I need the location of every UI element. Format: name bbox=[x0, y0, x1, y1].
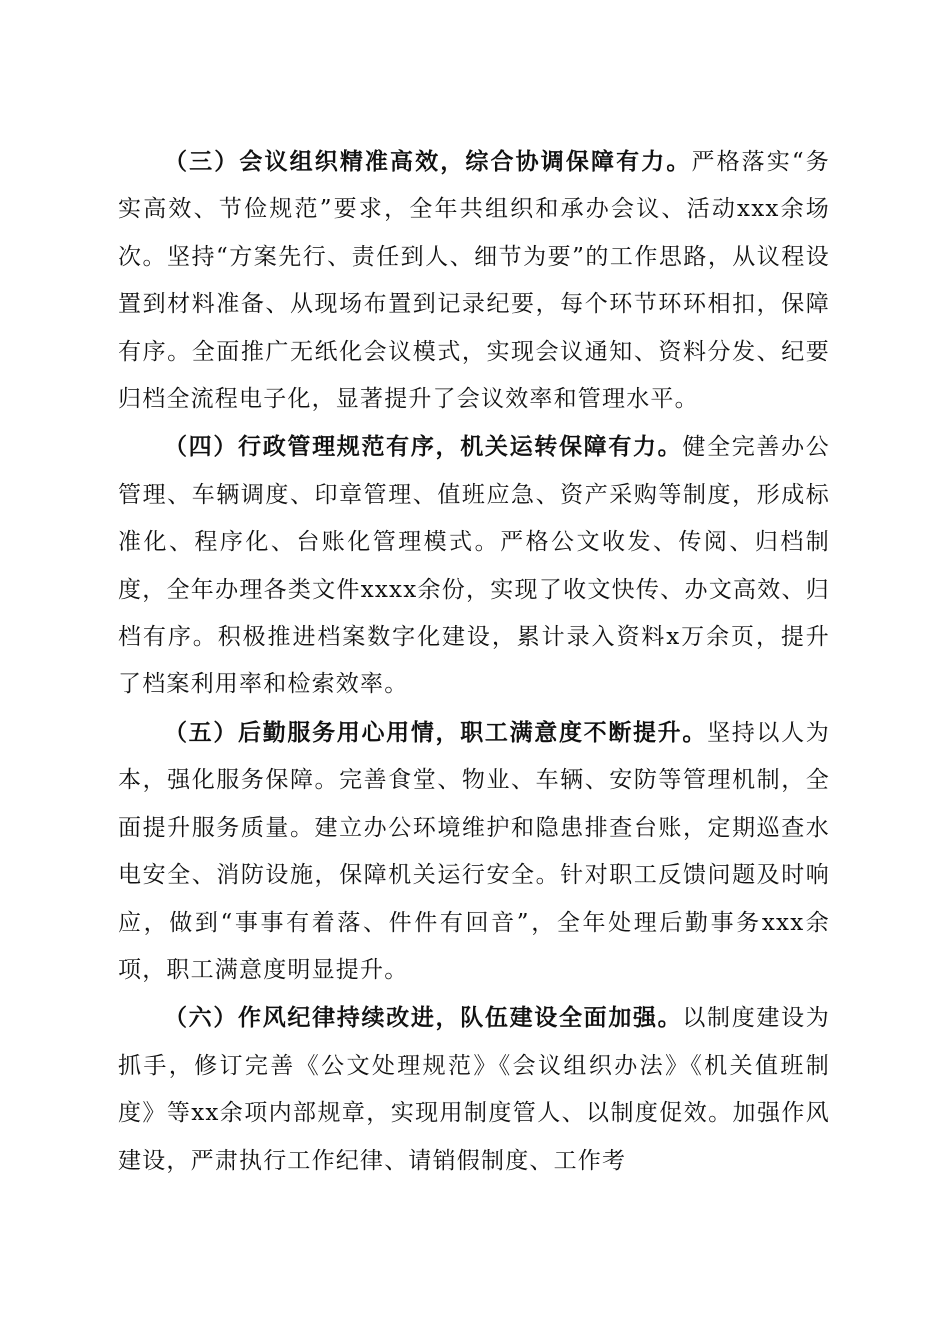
paragraph-section-5 bbox=[118, 709, 830, 994]
paragraph-section-3 bbox=[118, 138, 830, 423]
section-6-heading: （六）作风纪律持续改进，队伍建设全面加强。 bbox=[164, 1004, 683, 1032]
paragraph-section-6 bbox=[118, 994, 830, 1185]
section-5-body: 坚持以人为本，强化服务保障。完善食堂、物业、车辆、安防等管理机制，全面提升服务质量。建立办公环境维护和隐患排查台账，定期巡查水电安全、消防设施，保障机关运行安全。针对职工反馈问题及时响应，做到“事事有着落、件件有回音”，全年处理后勤事务xxx余项，职工满意度明显提升。 bbox=[118, 719, 830, 983]
paragraph-section-4 bbox=[118, 423, 830, 708]
section-3-body: 严格落实“务实高效、节俭规范”要求，全年共组织和承办会议、活动xxx余场次。坚持“方案先行、责任到人、细节为要”的工作思路，从议程设置到材料准备、从现场布置到记录纪要，每个环节环环相扣，保障有序。全面推广无纸化会议模式，实现会议通知、资料分发、纪要归档全流程电子化，显著提升了会议效率和管理水平。 bbox=[118, 149, 830, 413]
section-6-body: 以制度建设为抓手，修订完善《公文处理规范》《会议组织办法》《机关值班制度》等xx余项内部规章，实现用制度管人、以制度促效。加强作风建设，严肃执行工作纪律、请销假制度、工作考 bbox=[118, 1005, 830, 1174]
section-5-heading: （五）后勤服务用心用情，职工满意度不断提升。 bbox=[164, 718, 708, 746]
section-3-heading: （三）会议组织精准高效，综合协调保障有力。 bbox=[164, 148, 692, 175]
document-page bbox=[118, 138, 830, 1185]
section-4-body: 健全完善办公管理、车辆调度、印章管理、值班应急、资产采购等制度，形成标准化、程序化、台账化管理模式。严格公文收发、传阅、归档制度，全年办理各类文件xxxx余份，实现了收文快传、办文高效、归档有序。积极推进档案数字化建设，累计录入资料x万余页，提升了档案利用率和检索效率。 bbox=[118, 434, 830, 698]
section-4-heading: （四）行政管理规范有序，机关运转保障有力。 bbox=[164, 433, 683, 461]
